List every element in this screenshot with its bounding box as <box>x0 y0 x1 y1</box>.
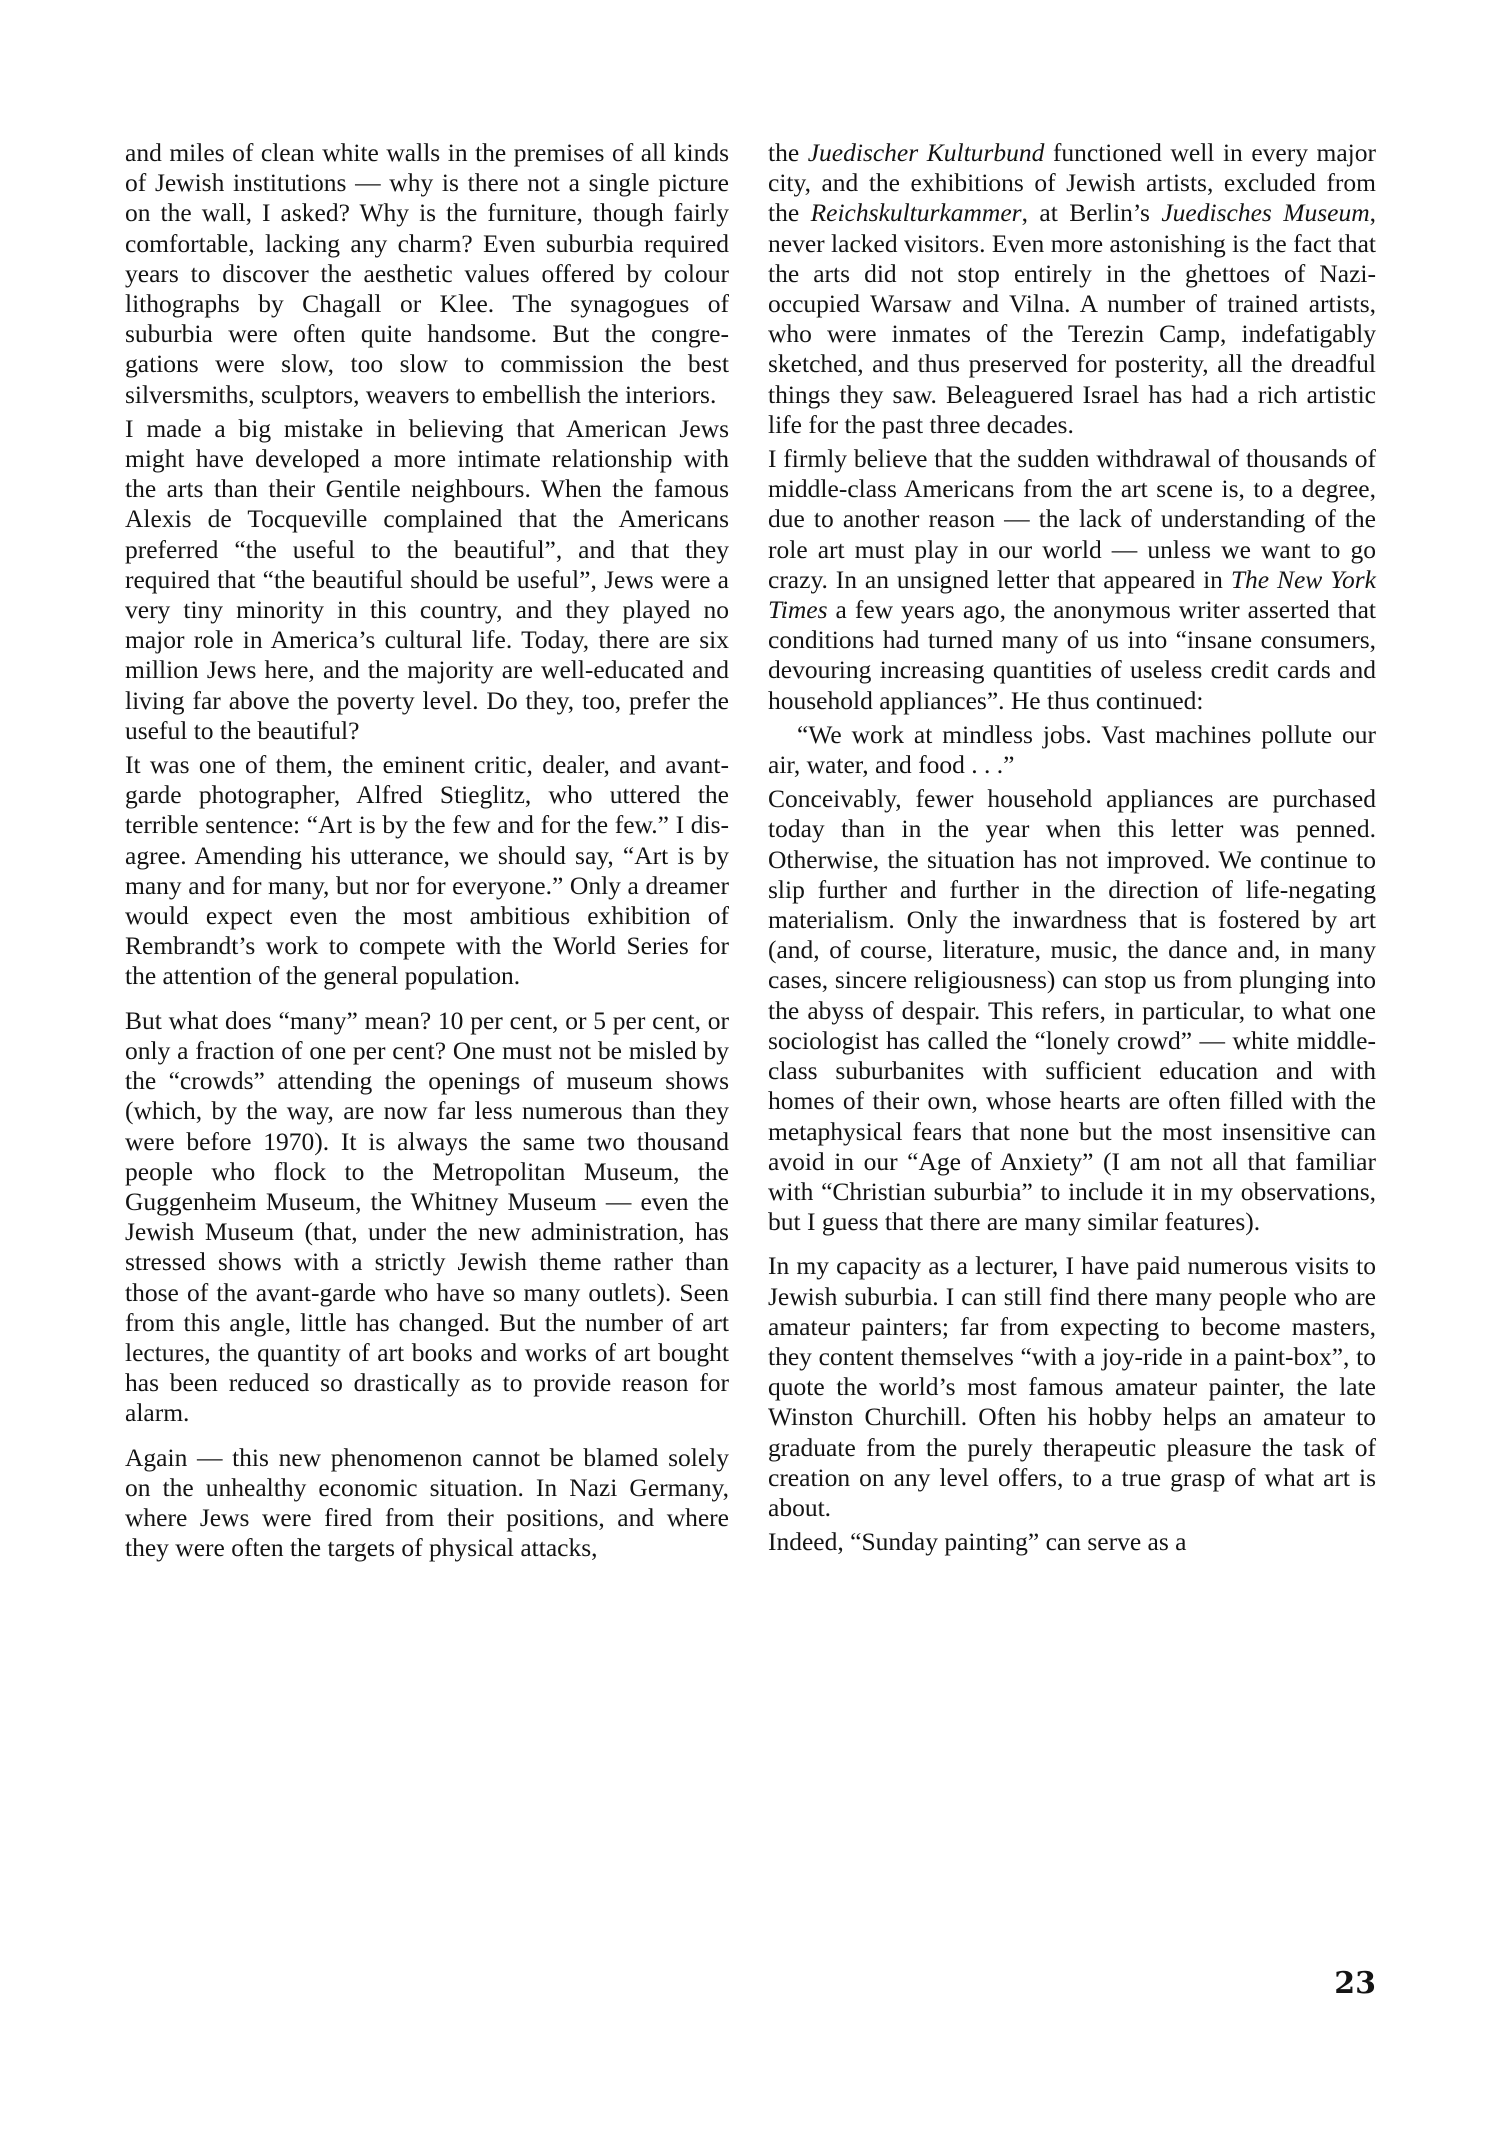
paragraph: In my capacity as a lecturer, I have paid numerous visits to Jewish suburbia. I can still find there many people who are amateur painters; far from expecting to become masters, they content themselves “with a joy-ride in a paint-box”, to quote the world’s most famous amateur painter, the late Winston Churchill. Often his hobby helps an amateur to graduate from the purely therapeutic pleasure the task of creation on any level offers, to a true grasp of what art is about. <box>768 1251 1376 1522</box>
paragraph: Again — this new phenomenon cannot be blamed solely on the unhealthy economic situation. In Nazi Germany, where Jews were fired from their positions, and where they were often the targets of physical attacks, <box>125 1442 729 1563</box>
paragraph: Indeed, “Sunday painting” can serve as a <box>768 1527 1187 1557</box>
right-column <box>768 138 1376 1557</box>
italic-term: Juedisches Museum <box>1161 198 1370 228</box>
italic-term: The New York Times <box>768 564 1376 625</box>
paragraph: Conceivably, fewer household appliances are purchased today than in the year when this letter was penned. Otherwise, the situation has not improved. We continue to slip further and further in the direction of life-negating materialism. Only the inwardness that is fostered by art (and, of course, literature, music, the dance and, in many cases, sincere religiousness) can stop us from plunging into the abyss of despair. This refers, in particular, to what one sociologist has called the “lonely crowd” — white middle-class suburbanites with sufficient education and with homes of their own, whose hearts are often filled with the metaphysical fears that none but the most insensitive can avoid in our “Age of Anxiety” (I am not all that familiar with “Christian suburbia” to include it in my observations, but I guess that there are many similar features). <box>768 784 1376 1237</box>
paragraph: and miles of clean white walls in the premises of all kinds of Jewish institutions — why is there not a single picture on the wall, I asked? Why is the furniture, though fairly comfortable, lacking any charm? Even suburbia required years to discover the aesthetic values offered by colour lithographs by Chagall or Klee. The synagogues of suburbia were often quite handsome. But the congregations were slow, too slow to commission the best silversmiths, sculptors, weavers to embellish the interiors. <box>125 138 729 409</box>
page-number: 23 <box>1334 1966 1376 2001</box>
italic-term: Juedischer Kulturbund <box>807 138 1045 167</box>
paragraph: But what does “many” mean? 10 per cent, or 5 per cent, or only a fraction of one per cent? One must not be misled by the “crowds” attending the openings of museum shows (which, by the way, are now far less numerous than they were before 1970). It is always the same two thousand people who flock to the Metropolitan Museum, the Guggenheim Museum, the Whitney Museum — even the Jewish Museum (that, under the new administration, has stressed shows with a strictly Jewish theme rather than those of the avant-garde who have so many outlets). Seen from this angle, little has changed. But the number of art lectures, the quantity of art books and works of art bought has been reduced so drastically as to provide reason for alarm. <box>125 1005 729 1428</box>
paragraph: the Juedischer Kulturbund functioned well in every major city, and the exhibitions of Jewish artists, excluded from the Reichskulturkammer, at Berlin’s Juedisches Museum, never lacked visitors. Even more astonishing is the fact that the arts did not stop entirely in the ghettoes of Nazi-occupied Warsaw and Vilna. A number of trained artists, who were inmates of the Terezin Camp, indefatigably sketched, and thus preserved for posterity, all the dreadful things they saw. Beleaguered Israel has had a rich artistic life for the past three decades. <box>768 138 1376 439</box>
left-column <box>125 138 729 1563</box>
paragraph: It was one of them, the eminent critic, dealer, and avant-garde photographer, Alfred Stieglitz, who uttered the terrible sentence: “Art is by the few and for the few.” I disagree. Amending his utterance, we should say, “Art is by many and for many, but nor for everyone.” Only a dreamer would expect even the most ambitious exhibition of Rembrandt’s work to compete with the World Series for the attention of the general population. <box>125 750 729 991</box>
italic-term: Reichskulturkammer <box>810 198 1022 228</box>
block-quote: “We work at mindless jobs. Vast machines pollute our air, water, and food . . .” <box>768 719 1376 780</box>
paragraph: I firmly believe that the sudden withdrawal of thousands of middle-class Americans from the art scene is, to a degree, due to another reason — the lack of understanding of the role art must play in our world — unless we want to go crazy. In an unsigned letter that appeared in The New York Times a few years ago, the anonymous writer asserted that conditions had turned many of us into “insane consumers, devouring increasing quantities of useless credit cards and household appliances”. He thus continued: <box>768 444 1376 715</box>
paragraph: I made a big mistake in believing that American Jews might have developed a more intimate relationship with the arts than their Gentile neighbours. When the famous Alexis de Tocqueville complained that the Americans preferred “the useful to the beautiful”, and that they required that “the beautiful should be useful”, Jews were a very tiny minority in this country, and they played no major role in America’s cultural life. Today, there are six million Jews here, and the majority are well-educated and living far above the poverty level. Do they, too, prefer the useful to the beautiful? <box>125 413 729 745</box>
